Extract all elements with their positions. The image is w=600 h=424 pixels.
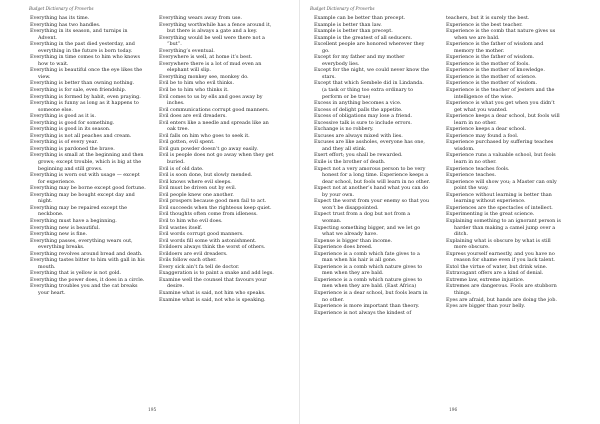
proverb-entry: Everything is beautiful once the eye likes the view. bbox=[30, 67, 143, 80]
proverb-entry: Experimenting is the great science. bbox=[446, 211, 535, 218]
proverb-entry: Everything wears away from use. bbox=[159, 15, 242, 21]
proverb-entry: Everything is pardoned the brave. bbox=[30, 145, 115, 152]
proverb-entry: Experience is a comb which nature gives to men when they are bald. bbox=[314, 263, 423, 277]
proverb-entry: Except for my father and my mother everybody lies. bbox=[314, 54, 405, 67]
proverb-entry: Excessive talk is sure to include errors. bbox=[314, 119, 412, 126]
proverb-entry: Example is the greatest of all seducers. bbox=[314, 34, 413, 41]
proverb-entry: Evil thoughts often come from idleness. bbox=[159, 211, 258, 218]
proverb-entry: Evil comes to us by ells and goes away by inches. bbox=[159, 93, 263, 107]
proverb-entry: Evil words corrupt good manners. bbox=[159, 231, 244, 238]
proverb-entry: Experience purchased by suffering teaches wisdom. bbox=[446, 139, 554, 152]
proverb-entry: Except for the night, we could never know the stars. bbox=[314, 67, 430, 80]
proverb-entry: Everything is not all peaches and cream. bbox=[30, 132, 132, 139]
proverb-entry: Explaining what is obscure by what is still more obscure. bbox=[446, 237, 551, 251]
proverb-entry: Excuses are always mixed with lies. bbox=[314, 132, 403, 139]
proverb-entry: Eyes are bigger than your belly. bbox=[446, 303, 526, 310]
proverb-entry: Evil is soon done, but slowly mended. bbox=[159, 172, 253, 179]
proverb-entry: Expect trust from a dog but not from a woman. bbox=[314, 211, 411, 224]
left-page-column-1 bbox=[30, 15, 146, 297]
proverb-entry: Evil enters like a needle and spreads like an oak tree. bbox=[159, 119, 269, 133]
proverb-entry: Experience is what you get when you didn’t get what you wanted. bbox=[446, 100, 555, 113]
proverb-entry: Experience is the father of wisdom and memory the mother. bbox=[446, 41, 544, 54]
proverb-entry: Everything revolves around bread and death. bbox=[30, 250, 143, 257]
proverb-entry: Eyes are afraid, but hands are doing the job. bbox=[446, 296, 557, 303]
proverb-entry: Evildoers are evil dreaders. bbox=[159, 250, 228, 257]
proverb-entry: Expect not a very amorous person to be very honest for a long time. Experience keeps a dear school, but fools will learn in no other. bbox=[314, 165, 430, 185]
proverb-entry: Experience is the mother of wisdom. bbox=[446, 80, 537, 87]
proverb-entry: Express yourself earnestly, and you have no reason for shame even if you lack talent. bbox=[446, 250, 555, 264]
proverb-entry: Excess in anything becomes a vice. bbox=[314, 100, 402, 107]
proverb-entry: Evil people knew one another. bbox=[159, 191, 234, 198]
proverb-entry: Experiences are the spectacles of intellect. bbox=[446, 204, 553, 211]
proverb-entry: Everything that is yellow is not gold. bbox=[30, 270, 122, 277]
proverb-entry: Experience may found a fool. bbox=[446, 132, 519, 139]
proverb-entry: Exaggeration is to paint a snake and add legs. bbox=[159, 270, 274, 277]
running-head: Budget Dictionary of Proverbs bbox=[310, 6, 375, 11]
proverb-entry: Example can be better than precept. bbox=[314, 15, 406, 21]
running-head: Budget Dictionary of Proverbs bbox=[29, 6, 94, 11]
proverb-entry: Everything is formed by habit, even praying. bbox=[30, 93, 141, 100]
proverb-entry: Extreme law, extreme injustice. bbox=[446, 276, 525, 283]
proverb-entry: Evil knows where evil sleeps. bbox=[159, 178, 232, 185]
proverb-entry: Experience without learning is better than learning without experience. bbox=[446, 191, 552, 205]
proverb-entry: Extravagant offers are a kind of denial. bbox=[446, 270, 544, 277]
proverb-entry: Everything in time comes to him who knows how to wait. bbox=[30, 54, 140, 67]
proverb-entry: Everything new is beautiful. bbox=[30, 224, 100, 231]
proverb-entry: Everything may be borne except good fortune. bbox=[30, 185, 146, 192]
proverb-entry: Everything has its time. bbox=[30, 15, 90, 21]
proverb-entry: Example is better than law. bbox=[314, 21, 382, 28]
proverb-entry: Exile is the brother of death. bbox=[314, 159, 386, 166]
proverb-entry: Experience is the comb that nature gives us when we are bald. bbox=[446, 28, 556, 41]
proverb-entry: Expect the worst from your enemy so that you won’t be disappointed. bbox=[314, 198, 430, 211]
proverb-entry: Evil is people does not go away when they get buried. bbox=[159, 152, 274, 166]
proverb-entry: Every sick ain’t fa tell de doctor. bbox=[159, 263, 240, 270]
proverb-entry: Explaining something to an ignorant person is harder than making a camel jump over a ditch. bbox=[446, 217, 561, 238]
page-number: 195 bbox=[148, 408, 157, 413]
proverb-entry: Experience does breed. bbox=[314, 244, 373, 251]
proverb-entry: Expecting something bigger, and we let go what we already have. bbox=[314, 224, 421, 238]
proverb-entry: Evils follow each other. bbox=[159, 257, 217, 264]
proverb-entry: Experience is the mother of science. bbox=[446, 73, 537, 80]
proverb-entry: Everything is good as it is. bbox=[30, 113, 96, 120]
proverb-entry: Everything is small at the beginning and then grows; except trouble, which is big at the beginning and still grows. bbox=[30, 152, 144, 172]
proverb-entry: Experience is the mother of knowledge. bbox=[446, 67, 545, 74]
proverb-entry: Everything is worn out with usage — except for experience. bbox=[30, 172, 140, 185]
proverb-entry: Evil wastes itself. bbox=[159, 224, 203, 231]
proverb-entry: Evil gotten, evil spent. bbox=[159, 139, 215, 146]
proverb-entry: Evil to him who evil does. bbox=[159, 217, 223, 224]
right-page-column-2 bbox=[446, 15, 562, 310]
proverb-entry: Excuses are like assholes, everyone has one, and they all stink. bbox=[314, 139, 425, 152]
proverb-entry: Everything monkey see, monkey do. bbox=[159, 73, 249, 80]
proverb-entry: Everything is better than owning nothing. bbox=[30, 80, 135, 87]
proverb-entry: Evil is of old date. bbox=[159, 165, 204, 172]
proverb-entry: Everything must have a beginning. bbox=[30, 217, 117, 224]
proverb-entry: Evil succeeds when the righteous keep quiet. bbox=[159, 204, 272, 211]
proverb-entry: Experience is the teacher of jesters and the intelligence of the wise. bbox=[446, 87, 555, 100]
proverb-entry: Everything is of every year. bbox=[30, 139, 98, 146]
proverb-entry: Exert effort; you shall be rewarded. bbox=[314, 152, 403, 159]
proverb-entry: Experience is a comb which fate gives to a man when his hair is all gone. bbox=[314, 250, 420, 264]
right-page bbox=[300, 0, 600, 424]
proverb-entry: Everything’s eventual. bbox=[159, 47, 215, 54]
proverb-entry: Evil gun powder doesn’t go away easily. bbox=[159, 145, 258, 152]
proverb-entry: Everywhere is well, at home it’s best. bbox=[159, 54, 253, 61]
proverb-entry: Everything troubles you and the cat breaks your heart. bbox=[30, 283, 138, 296]
proverb-entry: Evil words fill some with astonishment. bbox=[159, 237, 257, 244]
proverb-entry: Everywhere there is a lot of mud even an elephant will slip. bbox=[159, 60, 262, 74]
proverb-entry: Excess of delight palls the appetite. bbox=[314, 106, 403, 113]
proverb-entry: Experience is the best teacher. bbox=[446, 21, 523, 28]
proverb-entry: Everything would be well were there not a “but”. bbox=[159, 34, 265, 48]
proverb-entry: Everything passes, everything wears out, everything breaks. bbox=[30, 237, 133, 251]
proverb-entry: Everything in the past died yesterday, and everything in the future is born today. bbox=[30, 41, 135, 54]
proverb-entry: Experience keeps a dear school, but fools will learn in no other. bbox=[446, 113, 560, 126]
proverb-entry: Expense is bigger than income. bbox=[314, 237, 393, 244]
proverb-entry: teachers, but it is surely the best. bbox=[446, 15, 530, 21]
proverb-entry: Experience teaches. bbox=[446, 172, 497, 179]
proverb-entry: Example is better than precept. bbox=[314, 28, 393, 35]
proverb-entry: Everything is good in its season. bbox=[30, 126, 111, 133]
proverb-entry: Except that which Sembele did in Lindanda. (a task or thing too extra ordinary to perform or be true) bbox=[314, 80, 424, 100]
proverb-entry: Everything may be bought except day and night. bbox=[30, 191, 135, 205]
proverb-entry: Evil prospers because good men fail to act. bbox=[159, 198, 267, 205]
proverb-entry: Everything tastes bitter to him with gall in his mouth. bbox=[30, 257, 145, 270]
proverb-entry: Experience will show you; a Master can only point the way. bbox=[446, 178, 557, 192]
proverb-entry: Everything has two handles. bbox=[30, 21, 101, 28]
proverb-entry: Experience is more important than theory. bbox=[314, 303, 420, 310]
right-page-column-1 bbox=[314, 15, 430, 316]
page-number: 196 bbox=[449, 408, 458, 413]
proverb-entry: Extremes are dangerous. Fools are stubborn things. bbox=[446, 283, 557, 296]
proverb-entry: Experience teaches fools. bbox=[446, 165, 510, 172]
proverb-entry: Experience is a comb which nature gives to men when they are bald. (East Africa) bbox=[314, 276, 423, 290]
proverb-entry: Experience keeps a dear school. bbox=[446, 126, 527, 133]
proverb-entry: Evil must be driven out by evil. bbox=[159, 185, 237, 192]
proverb-entry: Everything worthwhile has a fence around it, but there is always a gate and a key. bbox=[159, 21, 272, 35]
proverb-entry: Everything the power does, it does in a circle. bbox=[30, 276, 145, 283]
proverb-entry: Evildoers always think the worst of others. bbox=[159, 244, 266, 251]
proverb-entry: Experience runs a valuable school, but fools learn in no other. bbox=[446, 152, 556, 166]
proverb-entry: Extol the virtue of water, but drink wine. bbox=[446, 263, 548, 270]
proverb-entry: Exchange is no robbery. bbox=[314, 126, 374, 133]
proverb-entry: Excellent people are honored wherever they go. bbox=[314, 41, 425, 54]
proverb-entry: Evil falls on him who goes to seek it. bbox=[159, 132, 250, 139]
proverb-entry: Everything may be repaired except the neckbone. bbox=[30, 204, 127, 218]
proverb-entry: Experience is a dear school, but fools learn in no other. bbox=[314, 289, 428, 303]
proverb-entry: Evil communications corrupt good manners. bbox=[159, 106, 270, 113]
proverb-entry: Experience is not always the kindest of bbox=[314, 309, 412, 316]
proverb-entry: Evil does are evil dreaders. bbox=[159, 113, 227, 120]
proverb-entry: Everything is for sale, even friendship. bbox=[30, 87, 127, 94]
proverb-entry: Expect not at another’s hand what you can do by your own. bbox=[314, 185, 429, 198]
proverb-entry: Evil be to him who evil thinks. bbox=[159, 80, 234, 87]
proverb-entry: Evil be to him who thinks it. bbox=[159, 87, 229, 94]
proverb-entry: Experience is the mother of fools. bbox=[446, 60, 530, 67]
proverb-entry: Examine what is said, not who is speaking. bbox=[159, 296, 266, 303]
proverb-entry: Everything is funny as long as it happens to someone else. bbox=[30, 100, 139, 113]
proverb-entry: Everything new is fine. bbox=[30, 231, 88, 238]
proverb-entry: Examine what is said, not him who speaks. bbox=[159, 289, 266, 296]
proverb-entry: Excess of obligations may lose a friend. bbox=[314, 113, 413, 120]
proverb-entry: Everything in its season, and turnips in Advent. bbox=[30, 28, 128, 41]
proverb-entry: Everything is good for something. bbox=[30, 119, 115, 126]
proverb-entry: Experience is the father of wisdom. bbox=[446, 54, 535, 61]
proverb-entry: Examine well the counsel that favours your desire. bbox=[159, 276, 267, 290]
left-page-column-2 bbox=[159, 15, 275, 303]
